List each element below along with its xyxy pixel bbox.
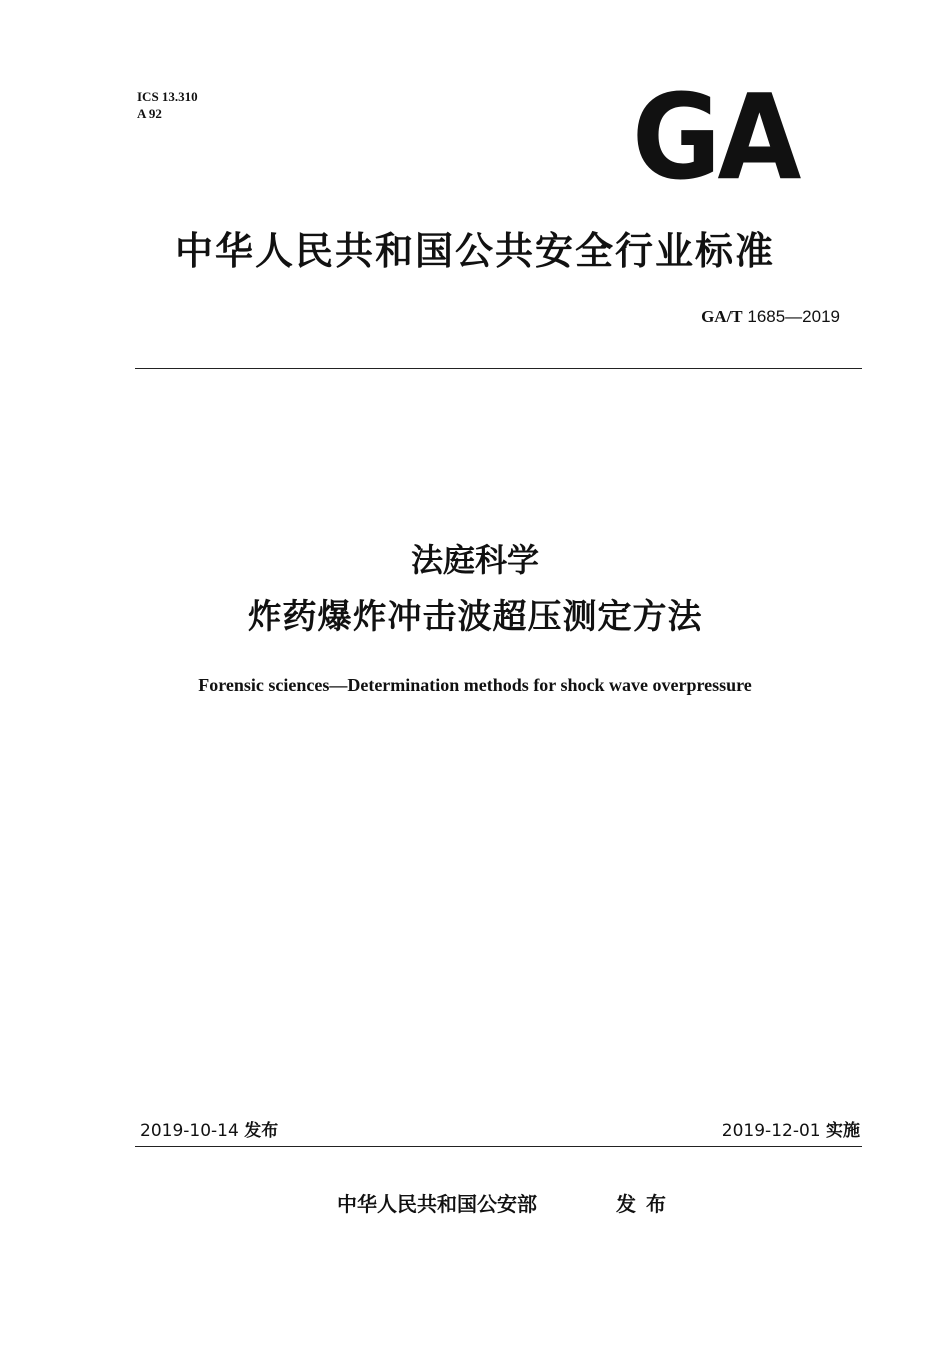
document-title-english: Forensic sciences—Determination methods for shock wave overpressure bbox=[198, 675, 752, 695]
effective-date-value: 2019-12-01 bbox=[721, 1121, 821, 1141]
issue-date-label: 发布 bbox=[244, 1121, 279, 1141]
issuer-name: 中华人民共和国公安部 bbox=[337, 1192, 537, 1216]
header-divider bbox=[135, 368, 862, 369]
document-title-sub: 炸药爆炸冲击波超压测定方法 bbox=[247, 597, 703, 637]
standard-category-title: 中华人民共和国公共安全行业标准 bbox=[174, 229, 775, 273]
standard-number-value: 1685—2019 bbox=[747, 307, 840, 326]
standard-number bbox=[701, 307, 840, 327]
ga-logo: GA bbox=[632, 68, 798, 206]
issue-date bbox=[140, 1116, 278, 1141]
standard-number-prefix: GA/T bbox=[701, 307, 743, 326]
issuer-action: 发布 bbox=[616, 1192, 676, 1216]
footer-divider bbox=[135, 1146, 862, 1147]
classification-codes bbox=[137, 88, 198, 122]
ics-code: ICS 13.310 bbox=[137, 89, 198, 104]
effective-date bbox=[722, 1116, 860, 1141]
document-title-main: 法庭科学 bbox=[410, 541, 539, 579]
issue-date-value: 2019-10-14 bbox=[140, 1121, 239, 1141]
effective-date-label: 实施 bbox=[826, 1121, 860, 1141]
ccs-code: A 92 bbox=[137, 106, 162, 121]
